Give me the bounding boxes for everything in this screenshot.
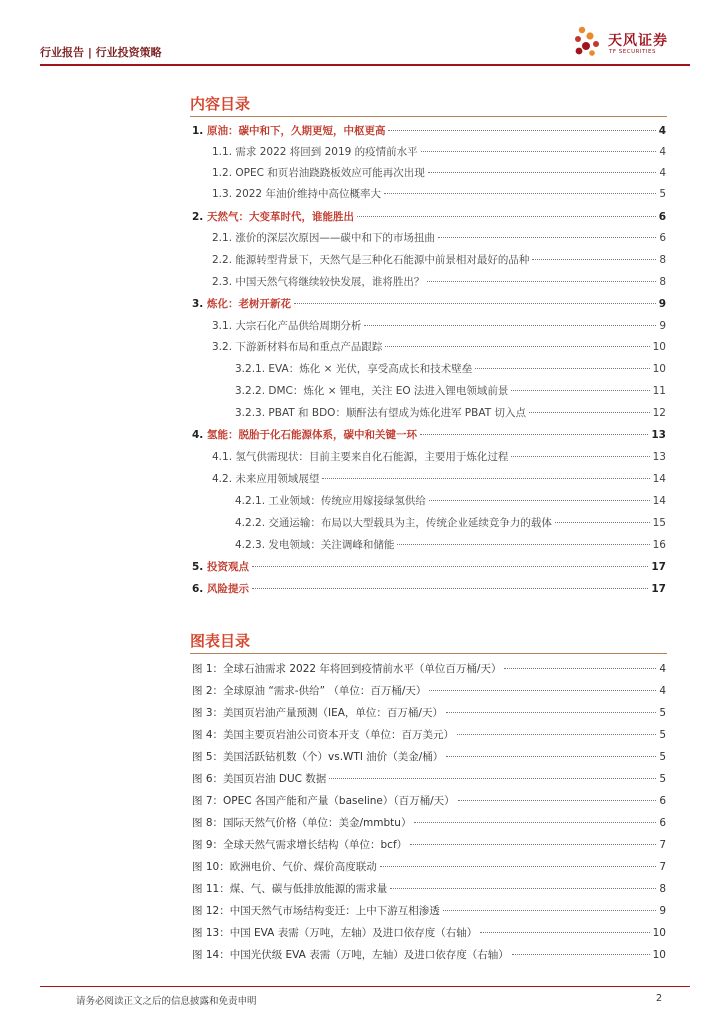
toc-entry-label — [212, 166, 425, 180]
toc-entry-label — [192, 124, 385, 138]
toc-entry-title: DMC：炼化 × 锂电，关注 EO 法进入锂电领域前景 — [268, 385, 509, 397]
toc-entry[interactable] — [192, 428, 666, 442]
figure-entry-page: 4 — [659, 663, 666, 675]
toc-entry-number: 4.2. — [212, 473, 233, 485]
figure-entry[interactable] — [192, 662, 666, 676]
figure-entry-label: 图 14：中国光伏级 EVA 表需（万吨，左轴）及进口依存度（右轴） — [192, 949, 509, 961]
toc-entry-page: 6 — [658, 211, 666, 223]
toc-entry-label — [212, 253, 529, 267]
dot-leader — [329, 778, 656, 779]
figure-entry-label: 图 9：全球天然气需求增长结构（单位：bcf） — [192, 839, 408, 851]
toc-entry[interactable] — [235, 494, 666, 508]
figure-entry[interactable] — [192, 816, 666, 830]
figure-entry-label: 图 11：煤、气、碳与低排放能源的需求量 — [192, 883, 388, 895]
figures-divider — [190, 653, 667, 654]
toc-entry-number: 2.2. — [212, 254, 233, 266]
toc-entry-title: 涨价的深层次原因——碳中和下的市场扭曲 — [235, 232, 435, 244]
toc-entry-number: 2.3. — [212, 276, 233, 288]
figure-entry[interactable] — [192, 926, 666, 940]
figures-title: 图表目录 — [190, 632, 251, 650]
toc-entry-label — [235, 538, 394, 552]
dot-leader — [458, 800, 657, 801]
toc-entry-title: 下游新材料布局和重点产品跟踪 — [235, 341, 383, 353]
dot-leader — [512, 954, 650, 955]
toc-entry-page: 5 — [659, 188, 666, 200]
toc-entry-number: 1. — [192, 125, 204, 137]
figure-entry[interactable] — [192, 838, 666, 852]
dot-leader — [421, 151, 657, 152]
toc-entry[interactable] — [235, 384, 666, 398]
toc-entry-title: 需求 2022 将回到 2019 的疫情前水平 — [235, 146, 418, 158]
dot-leader — [388, 130, 655, 131]
toc-entry-label — [192, 210, 354, 224]
toc-title: 内容目录 — [190, 95, 251, 113]
figure-entry[interactable] — [192, 948, 666, 962]
dot-leader — [480, 932, 649, 933]
toc-entry-page: 15 — [652, 517, 666, 529]
toc-entry-page: 8 — [659, 276, 666, 288]
toc-entry[interactable] — [235, 516, 666, 530]
dot-leader — [390, 888, 656, 889]
toc-entry[interactable] — [212, 450, 666, 464]
toc-entry-label — [212, 187, 381, 201]
figure-entry-page: 7 — [659, 839, 666, 851]
brand-subtitle: TF SECURITIES — [609, 49, 656, 55]
toc-entry-number: 3.2.1. — [235, 363, 266, 375]
toc-entry-title: 发电领域：关注调峰和储能 — [268, 539, 395, 551]
toc-entry-label — [212, 319, 361, 333]
figure-entry-page: 6 — [659, 795, 666, 807]
toc-entry-number: 1.1. — [212, 146, 233, 158]
dot-leader — [380, 866, 657, 867]
toc-entry-page: 17 — [651, 561, 666, 573]
toc-entry[interactable] — [212, 187, 666, 201]
dot-leader — [420, 434, 648, 435]
figure-entry-page: 5 — [659, 751, 666, 763]
toc-entry-page: 13 — [651, 429, 666, 441]
figure-entry-label: 图 5：美国活跃钻机数（个）vs.WTI 油价（美金/桶） — [192, 751, 444, 763]
toc-entry[interactable] — [212, 166, 666, 180]
toc-divider — [190, 116, 667, 117]
toc-entry[interactable] — [212, 275, 666, 289]
toc-entry-label — [212, 275, 424, 289]
toc-entry-title: 2022 年油价维持中高位概率大 — [235, 188, 381, 200]
dot-leader — [504, 668, 656, 669]
toc-entry-title: EVA：炼化 × 光伏，享受高成长和技术壁垒 — [268, 363, 473, 375]
toc-entry-title: 天然气：大变革时代，谁能胜出 — [206, 211, 354, 223]
dot-leader — [529, 412, 650, 413]
toc-entry-page: 6 — [659, 232, 666, 244]
toc-entry-number: 6. — [192, 583, 204, 595]
dot-leader — [429, 690, 656, 691]
toc-entry-page: 14 — [652, 495, 666, 507]
toc-entry-number: 3. — [192, 298, 204, 310]
toc-entry-label — [192, 560, 249, 574]
toc-entry-number: 4.2.3. — [235, 539, 266, 551]
figure-entry-page: 5 — [659, 773, 666, 785]
toc-entry[interactable] — [235, 406, 666, 420]
toc-entry-number: 3.2. — [212, 341, 233, 353]
toc-entry-number: 4.2.1. — [235, 495, 266, 507]
toc-entry-page: 13 — [652, 451, 666, 463]
dot-leader — [511, 390, 649, 391]
dot-leader — [410, 844, 656, 845]
toc-entry-label — [192, 297, 291, 311]
figure-entry-page: 10 — [652, 927, 666, 939]
toc-entry-title: 未来应用领域展望 — [235, 473, 320, 485]
figure-entry[interactable] — [192, 750, 666, 764]
figure-entry-page: 6 — [659, 817, 666, 829]
toc-entry-page: 14 — [652, 473, 666, 485]
dot-leader — [322, 478, 649, 479]
toc-entry-page: 4 — [658, 125, 666, 137]
toc-entry[interactable] — [192, 210, 666, 224]
dot-leader — [446, 756, 656, 757]
toc-entry-title: PBAT 和 BDO：顺酐法有望成为炼化进军 PBAT 切入点 — [268, 407, 526, 419]
figure-entry-page: 5 — [659, 729, 666, 741]
toc-entry[interactable] — [235, 538, 666, 552]
toc-entry-page: 10 — [652, 363, 666, 375]
dot-leader — [252, 566, 648, 567]
toc-entry-title: 中国天然气将继续较快发展，谁将胜出？ — [235, 276, 425, 288]
toc-entry[interactable] — [212, 231, 666, 245]
toc-entry-title: 炼化：老树开新花 — [206, 298, 291, 310]
figure-entry[interactable] — [192, 882, 666, 896]
dot-leader — [397, 544, 649, 545]
toc-entry-number: 1.2. — [212, 167, 233, 179]
figure-entry[interactable] — [192, 860, 666, 874]
toc-entry-page: 8 — [659, 254, 666, 266]
toc-entry-label — [235, 516, 552, 530]
toc-entry-label — [235, 384, 508, 398]
toc-entry-title: 原油：碳中和下，久期更短，中枢更高 — [206, 125, 386, 137]
toc-entry-number: 1.3. — [212, 188, 233, 200]
toc-entry[interactable] — [192, 582, 666, 596]
brand-name: 天风证券 — [608, 33, 668, 49]
figure-entry-label: 图 1：全球石油需求 2022 年将回到疫情前水平（单位百万桶/天） — [192, 663, 502, 675]
figure-entry-label: 图 12：中国天然气市场结构变迁：上中下游互相渗透 — [192, 905, 440, 917]
toc-entry-number: 2. — [192, 211, 204, 223]
toc-entry-title: 交通运输：布局以大型载具为主，传统企业延续竞争力的载体 — [268, 517, 552, 529]
toc-entry-title: 氢气供需现状：目前主要来自化石能源，主要用于炼化过程 — [235, 451, 509, 463]
dot-leader — [429, 500, 650, 501]
report-category: 行业报告 | 行业投资策略 — [40, 46, 162, 59]
figure-entry[interactable] — [192, 904, 666, 918]
toc-entry-title: 风险提示 — [206, 583, 249, 595]
dot-leader — [443, 910, 657, 911]
toc-entry-number: 3.2.2. — [235, 385, 266, 397]
toc-entry-page: 4 — [659, 167, 666, 179]
toc-entry[interactable] — [235, 362, 666, 376]
figure-entry[interactable] — [192, 684, 666, 698]
toc-entry-page: 11 — [652, 385, 666, 397]
dot-leader — [428, 172, 657, 173]
figure-entry-label: 图 10：欧洲电价、气价、煤价高度联动 — [192, 861, 377, 873]
toc-entry-label — [235, 362, 472, 376]
toc-entry-label — [192, 428, 417, 442]
figure-entry-label: 图 7：OPEC 各国产能和产量（baseline）（百万桶/天） — [192, 795, 455, 807]
dot-leader — [475, 368, 649, 369]
toc-entry[interactable] — [212, 472, 666, 486]
figure-entry-label: 图 6：美国页岩油 DUC 数据 — [192, 773, 327, 785]
figure-entry-page: 7 — [659, 861, 666, 873]
toc-entry-page: 12 — [652, 407, 666, 419]
figure-entry[interactable] — [192, 728, 666, 742]
dot-leader — [385, 346, 649, 347]
toc-entry-label — [212, 472, 319, 486]
figure-entry-label: 图 3：美国页岩油产量预测（IEA，单位：百万桶/天） — [192, 707, 443, 719]
toc-entry-title: 氢能：脱胎于化石能源体系，碳中和关键一环 — [206, 429, 417, 441]
toc-entry[interactable] — [212, 340, 666, 354]
dot-leader — [364, 325, 656, 326]
toc-entry-title: 大宗石化产品供给周期分析 — [235, 320, 362, 332]
dot-leader — [446, 712, 656, 713]
toc-entry-number: 5. — [192, 561, 204, 573]
toc-entry-number: 3.2.3. — [235, 407, 266, 419]
toc-entry-label — [212, 450, 508, 464]
toc-entry[interactable] — [212, 253, 666, 267]
dot-leader — [511, 456, 649, 457]
figure-entry[interactable] — [192, 794, 666, 808]
figure-entry[interactable] — [192, 706, 666, 720]
figure-entry-label: 图 4：美国主要页岩油公司资本开支（单位：百万美元） — [192, 729, 455, 741]
dot-leader — [252, 588, 648, 589]
toc-entry-label — [212, 145, 418, 159]
dot-leader — [294, 303, 656, 304]
header-divider — [40, 64, 690, 66]
dot-leader — [438, 237, 656, 238]
figure-entry-label: 图 13：中国 EVA 表需（万吨，左轴）及进口依存度（右轴） — [192, 927, 478, 939]
dot-leader — [384, 193, 656, 194]
toc-entry-number: 3.1. — [212, 320, 233, 332]
figure-entry-page: 8 — [659, 883, 666, 895]
figure-entry-label: 图 8：国际天然气价格（单位：美金/mmbtu） — [192, 817, 412, 829]
dot-leader — [357, 216, 656, 217]
toc-entry[interactable] — [212, 145, 666, 159]
toc-entry-page: 9 — [659, 320, 666, 332]
dot-leader — [555, 522, 650, 523]
toc-entry-number: 4. — [192, 429, 204, 441]
dot-leader — [427, 281, 656, 282]
toc-entry-title: OPEC 和页岩油跷跷板效应可能再次出现 — [235, 167, 425, 179]
dot-leader — [414, 822, 656, 823]
toc-entry-number: 2.1. — [212, 232, 233, 244]
page-number: 2 — [656, 993, 663, 1004]
figure-entry-page: 10 — [652, 949, 666, 961]
toc-entry-page: 16 — [652, 539, 666, 551]
figure-entry-page: 4 — [659, 685, 666, 697]
toc-entry-title: 工业领域：传统应用嫁接绿氢供给 — [268, 495, 426, 507]
toc-entry[interactable] — [192, 124, 666, 138]
dot-leader — [532, 259, 656, 260]
dot-leader — [457, 734, 656, 735]
figure-entry-page: 9 — [659, 905, 666, 917]
toc-entry[interactable] — [212, 319, 666, 333]
toc-entry-label — [235, 406, 526, 420]
toc-entry[interactable] — [192, 560, 666, 574]
toc-entry-label — [192, 582, 249, 596]
toc-entry-page: 9 — [658, 298, 666, 310]
footer-disclaimer: 请务必阅读正文之后的信息披露和免责申明 — [76, 996, 257, 1007]
toc-entry-number: 4.2.2. — [235, 517, 266, 529]
footer-divider — [40, 986, 690, 987]
toc-entry-title: 投资观点 — [206, 561, 249, 573]
toc-entry-page: 17 — [651, 583, 666, 595]
toc-entry-page: 10 — [652, 341, 666, 353]
toc-entry-label — [212, 231, 435, 245]
toc-entry-label — [212, 340, 382, 354]
toc-entry-title: 能源转型背景下，天然气是三种化石能源中前景相对最好的品种 — [235, 254, 530, 266]
figure-entry[interactable] — [192, 772, 666, 786]
figure-entry-label: 图 2：全球原油 “需求-供给” （单位：百万桶/天） — [192, 685, 427, 697]
toc-entry-label — [235, 494, 426, 508]
toc-entry-page: 4 — [659, 146, 666, 158]
toc-entry[interactable] — [192, 297, 666, 311]
toc-entry-number: 4.1. — [212, 451, 233, 463]
figure-entry-page: 5 — [659, 707, 666, 719]
